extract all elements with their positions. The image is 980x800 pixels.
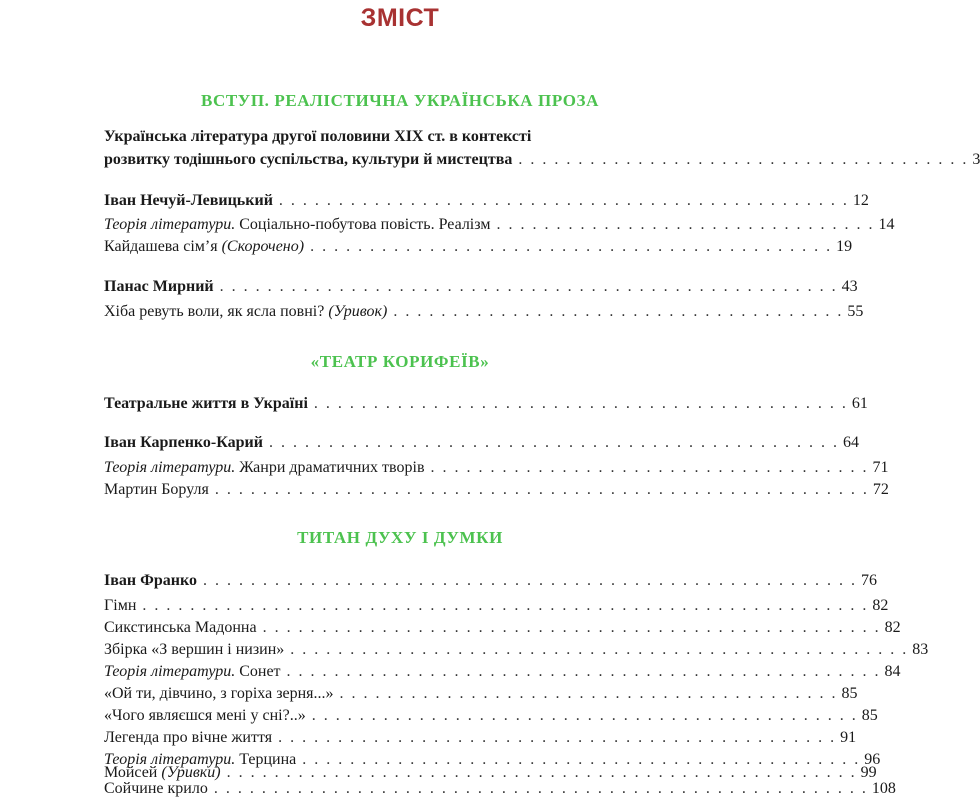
- leader-dots: . . . . . . . . . . . . . . . . . . . . . . . . . . . . . . . . . . . . .: [430, 459, 869, 476]
- toc-entry-emphasis: Теорія літератури.: [104, 459, 236, 476]
- leader-dots: . . . . . . . . . . . . . . . . . . . . . . . . . . . . . . . . . . . . . . . . . . . . . .: [311, 707, 858, 724]
- toc-page-number: 82: [872, 597, 889, 614]
- toc-page-number: 99: [860, 764, 877, 781]
- page-title: ЗМІСТ: [360, 4, 440, 32]
- toc-entry-title: розвитку тодішнього суспільства, культури й мистецтва: [104, 151, 513, 168]
- toc-entry-title: Іван Нечуй-Левицький: [104, 192, 273, 209]
- leader-dots: . . . . . . . . . . . . . . . . . . . . . . . . . . . . . . . . . . . . . . . . . . . . . . . . . . . . . . .: [214, 481, 869, 498]
- toc-entry-title: Театральне життя в Україні: [104, 395, 308, 412]
- toc-entry[interactable]: [104, 727, 857, 749]
- toc-entry-title: Жанри драматичних творів: [235, 459, 425, 476]
- toc-entry-title: Збірка «З вершин і низин»: [104, 641, 285, 658]
- toc-entry-title: Гімн: [104, 597, 137, 614]
- toc-page-number: 91: [840, 729, 857, 746]
- toc-entry-title: Соціально-побутова повість. Реалізм: [235, 216, 491, 233]
- toc-page-number: 84: [884, 663, 901, 680]
- toc-entry[interactable]: [104, 190, 869, 212]
- leader-dots: . . . . . . . . . . . . . . . . . . . . . . . . . . . . . . . . . . . . . . . . . . . . .: [313, 395, 848, 412]
- toc-entry-title: Сикстинська Мадонна: [104, 619, 257, 636]
- leader-dots: . . . . . . . . . . . . . . . . . . . . . . . . . . . . . . . .: [496, 216, 875, 233]
- section-heading-intro: ВСТУП. РЕАЛІСТИЧНА УКРАЇНСЬКА ПРОЗА: [201, 91, 599, 110]
- leader-dots: . . . . . . . . . . . . . . . . . . . . . . . . . . . . . . . . . . . . . . . . . . . . . . . .: [268, 434, 839, 451]
- toc-entry[interactable]: [104, 214, 895, 236]
- toc-page-number: 72: [872, 481, 889, 498]
- toc-entry[interactable]: [104, 457, 889, 479]
- leader-dots: . . . . . . . . . . . . . . . . . . . . . . . . . . . . . . . . . . . . . .: [393, 303, 844, 320]
- toc-page-number: 61: [851, 395, 868, 412]
- toc-entry-emphasis: (Скорочено): [221, 238, 305, 255]
- leader-dots: . . . . . . . . . . . . . . . . . . . . . . . . . . . . . . . . . . . . . . . . . . . . . . . . . . . . . . .: [202, 572, 857, 589]
- toc-entry-title: Іван Карпенко-Карий: [104, 434, 263, 451]
- toc-entry-title: Сонет: [235, 663, 281, 680]
- toc-entry-title: Хіба ревуть воли, як ясла повні?: [104, 303, 329, 320]
- leader-dots: . . . . . . . . . . . . . . . . . . . . . . . . . . . . . . . . . . . . . . . . . . . . . . . . . . . . . . .: [213, 780, 868, 797]
- toc-page-number: 71: [872, 459, 889, 476]
- leader-dots: . . . . . . . . . . . . . . . . . . . . . . . . . . . . . . . . . . . . . . . . . . . . . . . .: [278, 192, 849, 209]
- section-heading-theatre: «ТЕАТР КОРИФЕЇВ»: [310, 352, 490, 371]
- toc-entry-title: «Чого являєшся мені у сні?..»: [104, 707, 306, 724]
- toc-entry-title: Легенда про вічне життя: [104, 729, 273, 746]
- toc-entry[interactable]: [104, 778, 896, 798]
- toc-entry[interactable]: [104, 617, 901, 639]
- toc-entry-title: Іван Франко: [104, 572, 197, 589]
- leader-dots: . . . . . . . . . . . . . . . . . . . . . . . . . . . . . . . . . . . . . .: [518, 151, 969, 168]
- toc-entry-emphasis: Теорія літератури.: [104, 751, 236, 768]
- toc-entry[interactable]: [104, 432, 859, 454]
- toc-entry-emphasis: Теорія літератури.: [104, 216, 236, 233]
- toc-entry[interactable]: [104, 683, 858, 705]
- toc-entry-line[interactable]: Українська література другої половини XIX ст. в контексті: [104, 128, 532, 145]
- toc-page-number: 19: [836, 238, 853, 255]
- toc-page-number: 76: [860, 572, 877, 589]
- toc-page-number: 43: [841, 278, 858, 295]
- toc-entry-title: Панас Мирний: [104, 278, 214, 295]
- toc-entry-title: «Ой ти, дівчино, з горіха зерня...»: [104, 685, 334, 702]
- toc-page-number: 3: [972, 151, 980, 168]
- toc-entry-emphasis: (Уривок): [328, 303, 388, 320]
- toc-page-number: 55: [847, 303, 864, 320]
- leader-dots: . . . . . . . . . . . . . . . . . . . . . . . . . . . . . . . . . . . . . . . . . . . . . . .: [278, 729, 837, 746]
- toc-entry[interactable]: [104, 705, 878, 727]
- leader-dots: . . . . . . . . . . . . . . . . . . . . . . . . . . . . . . . . . . . . . . . . . . . . . . . . . . . .: [262, 619, 881, 636]
- leader-dots: . . . . . . . . . . . . . . . . . . . . . . . . . . . . . . . . . . . . . . . . . . . . . . .: [302, 751, 861, 768]
- toc-entry[interactable]: [104, 639, 929, 661]
- toc-entry-title: Терцина: [235, 751, 297, 768]
- toc-entry[interactable]: [104, 276, 858, 298]
- toc-page-number: 85: [861, 707, 878, 724]
- toc-entry-title: Мойсей: [104, 764, 162, 781]
- toc-entry[interactable]: [104, 570, 877, 592]
- toc-entry[interactable]: [104, 479, 889, 501]
- toc-entry[interactable]: [104, 236, 853, 258]
- section-heading-franko: ТИТАН ДУХУ І ДУМКИ: [297, 528, 503, 547]
- toc-entry-title: Мартин Боруля: [104, 481, 209, 498]
- leader-dots: . . . . . . . . . . . . . . . . . . . . . . . . . . . . . . . . . . . . . . . . . . . . . . . . . .: [286, 663, 881, 680]
- toc-entry[interactable]: [104, 301, 864, 323]
- toc-page-number: 82: [884, 619, 901, 636]
- toc-page-number: 85: [841, 685, 858, 702]
- toc-entry-emphasis: Теорія літератури.: [104, 663, 236, 680]
- toc-entry[interactable]: [104, 661, 901, 683]
- toc-entry-title: Кайдашева сім’я: [104, 238, 222, 255]
- toc-page-number: 83: [912, 641, 929, 658]
- toc-page-number: 64: [842, 434, 859, 451]
- toc-page-number: 14: [878, 216, 895, 233]
- toc-page-number: 108: [871, 780, 896, 797]
- toc-entry-emphasis: (Уривки): [161, 764, 221, 781]
- leader-dots: . . . . . . . . . . . . . . . . . . . . . . . . . . . . . . . . . . . . . . . . . .: [339, 685, 838, 702]
- leader-dots: . . . . . . . . . . . . . . . . . . . . . . . . . . . . . . . . . . . . . . . . . . . . . . . . . . . .: [290, 641, 909, 658]
- leader-dots: . . . . . . . . . . . . . . . . . . . . . . . . . . . . . . . . . . . . . . . . . . . . . . . . . . . . .: [226, 764, 857, 781]
- toc-page-number: 96: [864, 751, 881, 768]
- toc-page-number: 12: [852, 192, 869, 209]
- toc-entry[interactable]: [104, 393, 868, 415]
- leader-dots: . . . . . . . . . . . . . . . . . . . . . . . . . . . . . . . . . . . . . . . . . . . . . . . . . . . . . . . . . . . . .: [142, 597, 869, 614]
- toc-entry[interactable]: [104, 149, 980, 171]
- leader-dots: . . . . . . . . . . . . . . . . . . . . . . . . . . . . . . . . . . . . . . . . . . . .: [310, 238, 833, 255]
- leader-dots: . . . . . . . . . . . . . . . . . . . . . . . . . . . . . . . . . . . . . . . . . . . . . . . . . . . .: [219, 278, 838, 295]
- toc-entry[interactable]: [104, 595, 889, 617]
- toc-entry-title: Сойчине крило: [104, 780, 208, 797]
